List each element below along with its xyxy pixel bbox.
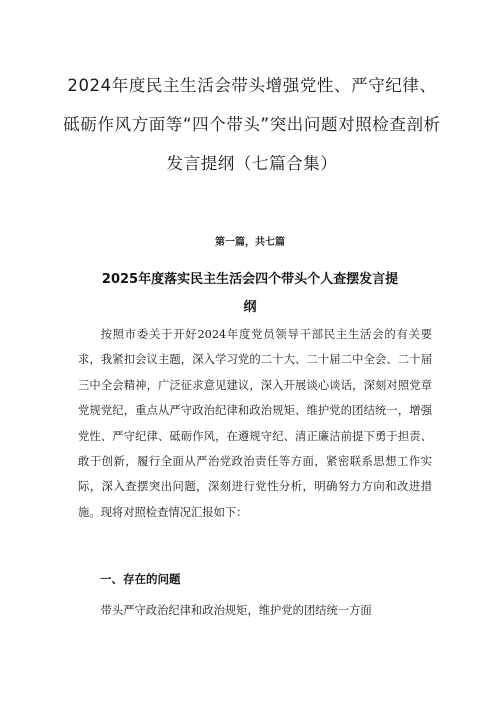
section-title: 2025年度落实民主生活会四个带头个人查摆发言提纲 [101, 272, 399, 315]
body-paragraph-intro: 按照市委关于开好2024年度党员领导干部民主生活会的有关要求，我紧扣会议主题，深入学习党的二十大、二十届二中全会、二十届三中全会精神，广泛征求意见建议，深入开展谈心谈话，深刻对照党章党规党纪，重点从严守政治纪律和政治规矩、维护党的团结统一，增强党性、严守纪律、砥砺作风，在遵规守纪、清正廉洁前提下勇于担责、敢于创新，履行全面从严治党政治责任等方面，紧密联系思想工作实际，深入查摆突出问题，深刻进行党性分析，明确努力方向和改进措施。现将对照检查情况汇报如下： [78, 328, 432, 519]
document-title: 2024年度民主生活会带头增强党性、严守纪律、砥砺作风方面等“四个带头”突出问题对照检查剖析发言提纲（七篇合集） [63, 76, 441, 173]
part-label: 第一篇，共七篇 [215, 237, 285, 248]
heading-existing-problems: 一、存在的问题 [100, 572, 181, 586]
body-paragraph-problems: 带头严守政治纪律和政治规矩，维护党的团结统一方面 [100, 604, 372, 617]
